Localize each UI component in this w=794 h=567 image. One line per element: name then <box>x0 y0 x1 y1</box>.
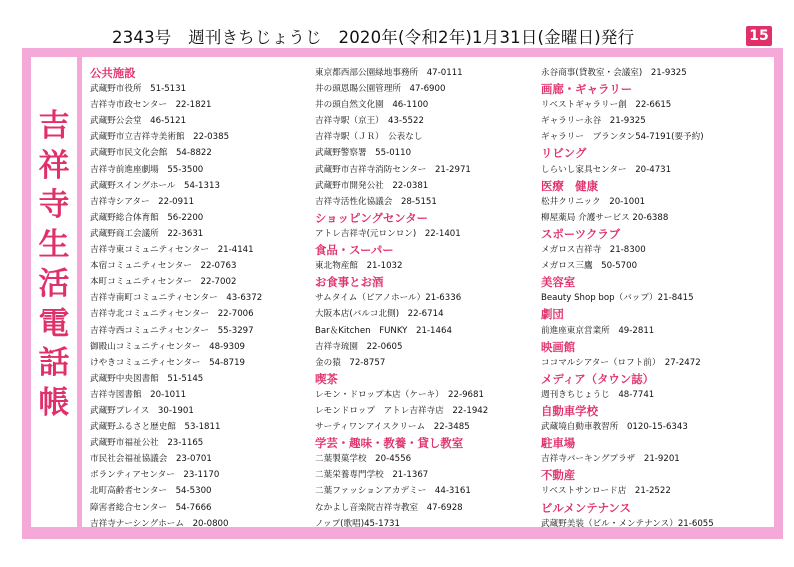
side-title-char: 祥 <box>38 147 70 184</box>
directory-entry: 武蔵野総合体育館 56-2200 <box>90 212 204 223</box>
category-heading: 美容室 <box>541 275 576 290</box>
directory-column-1 <box>90 65 310 532</box>
directory-entry: 東北物産館 21-1032 <box>315 261 403 272</box>
directory-entry: 週刊きちじょうじ 48-7741 <box>541 389 655 400</box>
directory-entry: ギャラリー永谷 21-9325 <box>541 116 646 127</box>
issue-header-text: 2343号 週刊きちじょうじ 2020年(令和2年)1月31日(金曜日)発行 <box>112 28 635 47</box>
side-title-char: 寺 <box>38 187 70 223</box>
directory-entry: 前進座東京営業所 49-2811 <box>541 325 655 336</box>
directory-entry: メガロス三鷹 50-5700 <box>541 261 638 272</box>
category-heading: スポーツクラブ <box>541 226 621 241</box>
directory-entry: 武蔵野スイングホール 54-1313 <box>90 180 220 191</box>
directory-entry: 吉祥寺パーキングプラザ 21-9201 <box>541 454 680 465</box>
directory-entry: 柳屋薬局 介護サービス 20-6388 <box>541 212 669 223</box>
category-heading: 駐車場 <box>541 436 576 451</box>
directory-entry: 吉祥寺ナーシングホーム 20-0800 <box>90 518 229 529</box>
side-title <box>31 107 77 423</box>
category-heading: リビング <box>541 146 587 161</box>
directory-entry: 吉祥寺シアター 22-0911 <box>90 196 195 207</box>
category-heading: 映画館 <box>541 339 576 354</box>
directory-entry: ギャラリー ブランタン54-7191(要予約) <box>541 132 704 143</box>
side-title-char: 生 <box>38 226 70 263</box>
category-heading: 食品・スーパー <box>315 243 394 258</box>
directory-entry: 武蔵野市開発公社 22-0381 <box>315 180 429 191</box>
directory-entry: レモンドロップ アトレ吉祥寺店 22-1942 <box>315 405 489 416</box>
directory-entry: 武蔵野警察署 55-0110 <box>315 148 412 159</box>
page-number-badge: 15 <box>746 26 772 46</box>
category-heading: メディア（タウン誌） <box>541 371 654 386</box>
directory-entry: 吉祥寺駅（京王） 43-5522 <box>315 116 424 127</box>
directory-entry: レモン・ドロップ本店（ケーキ） 22-9681 <box>315 389 484 400</box>
side-title-char: 活 <box>38 266 70 302</box>
side-title-char: 帳 <box>38 384 70 421</box>
directory-entry: 二葉製菓学校 20-4556 <box>315 454 412 465</box>
directory-entry: 二葉栄養専門学校 21-1367 <box>315 470 429 481</box>
category-heading: 画廊・ギャラリー <box>541 82 633 97</box>
category-heading: ショッピングセンター <box>315 210 428 225</box>
directory-entry: ノップ(歌唱)45-1731 <box>315 518 400 529</box>
directory-entry: サーティワンアイスクリーム 22-3485 <box>315 422 470 433</box>
directory-entry: Beauty Shop bop（バップ）21-8415 <box>541 293 694 304</box>
directory-entry: 大阪本店(バルコ北側) 22-6714 <box>315 309 444 320</box>
directory-entry: 武蔵野市吉祥寺消防センター 21-2971 <box>315 164 471 175</box>
directory-entry: 金の猿 72-8757 <box>315 357 386 368</box>
directory-entry: 武蔵野ふるさと歴史館 53-1811 <box>90 422 221 433</box>
directory-entry: サムタイム（ピアノホール）21-6336 <box>315 293 462 304</box>
directory-entry: リベストギャラリー創 22-6615 <box>541 100 672 111</box>
directory-entry: 二葉ファッションアカデミー 44-3161 <box>315 486 471 497</box>
directory-entry: 武蔵野公会堂 46-5121 <box>90 116 187 127</box>
category-heading: 不動産 <box>541 468 576 483</box>
side-title-char: 吉 <box>38 108 70 144</box>
directory-entry: 北町高齢者センター 54-5300 <box>90 486 212 497</box>
directory-entry: けやきコミュニティセンター 54-8719 <box>90 357 246 368</box>
directory-entry: 吉祥寺琉園 22-0605 <box>315 341 403 352</box>
directory-entry: 武蔵境自動車教習所 0120-15-6343 <box>541 422 688 433</box>
category-heading: 自動車学校 <box>541 403 598 418</box>
side-title-char: 電 <box>38 305 70 342</box>
directory-entry: ココマルシアター（ロフト前） 27-2472 <box>541 357 701 368</box>
directory-entry: 武蔵野美装（ビル・メンテナンス）21-6055 <box>541 518 714 529</box>
directory-entry: Bar＆Kitchen FUNKY 21-1464 <box>315 325 452 336</box>
directory-entry: 吉祥寺北コミュニティセンター 22-7006 <box>90 309 254 320</box>
directory-entry: 吉祥寺活性化協議会 28-5151 <box>315 196 437 207</box>
page-header <box>0 24 794 46</box>
directory-entry: 永谷商事(貸教室・会議室) 21-9325 <box>541 68 687 78</box>
category-heading: 喫茶 <box>315 371 338 386</box>
category-heading: お食事とお酒 <box>315 275 384 290</box>
directory-entry: 武蔵野市立吉祥寺美術館 22-0385 <box>90 132 230 143</box>
directory-entry: 武蔵野商工会議所 22-3631 <box>90 228 204 239</box>
directory-entry: 松井クリニック 20-1001 <box>541 196 646 207</box>
directory-entry: 武蔵野中央図書館 51-5145 <box>90 373 204 384</box>
directory-entry: なかよし音楽院吉祥寺教室 47-6928 <box>315 502 463 513</box>
directory-entry: 吉祥寺東コミュニティセンター 21-4141 <box>90 245 254 256</box>
directory-entry: 武蔵野市役所 51-5131 <box>90 84 187 95</box>
category-heading: ビルメンテナンス <box>541 500 631 515</box>
directory-entry: 本町コミュニティセンター 22-7002 <box>90 277 237 288</box>
side-title-box <box>31 57 77 527</box>
directory-entry: 吉祥寺前進座劇場 55-3500 <box>90 164 204 175</box>
directory-entry: 市民社会福祉協議会 23-0701 <box>90 454 212 465</box>
category-heading: 公共施設 <box>90 66 136 80</box>
category-heading: 劇団 <box>541 307 564 322</box>
directory-entry: 井の頭恩賜公園管理所 47-6900 <box>315 84 446 95</box>
directory-panel <box>82 57 774 527</box>
side-title-char: 話 <box>38 345 70 381</box>
directory-entry: メガロス吉祥寺 21-8300 <box>541 245 646 256</box>
category-heading: 学芸・趣味・教養・貸し教室 <box>315 436 464 451</box>
directory-entry: 本宿コミュニティセンター 22-0763 <box>90 261 237 272</box>
directory-entry: 吉祥寺市政センター 22-1821 <box>90 100 212 111</box>
directory-entry: アトレ吉祥寺(元ロンロン) 22-1401 <box>315 228 461 239</box>
directory-column-2 <box>315 65 537 532</box>
directory-entry: 吉祥寺駅（ＪＲ） 公表なし <box>315 132 423 143</box>
directory-entry: 武蔵野市福祉公社 23-1165 <box>90 438 204 449</box>
category-heading: 医療 健康 <box>541 178 598 193</box>
directory-column-3 <box>541 65 771 532</box>
directory-entry: 井の頭自然文化園 46-1100 <box>315 100 429 111</box>
directory-entry: 武蔵野プレイス 30-1901 <box>90 405 194 416</box>
directory-entry: リベストサンロード店 21-2522 <box>541 486 671 497</box>
directory-entry: 東京都西部公園緑地事務所 47-0111 <box>315 68 463 78</box>
directory-entry: 吉祥寺南町コミュニティセンター 43-6372 <box>90 293 263 304</box>
directory-entry: 障害者総合センター 54-7666 <box>90 502 212 513</box>
directory-entry: 武蔵野市民文化会館 54-8822 <box>90 148 212 159</box>
directory-entry: ボランティアセンター 23-1170 <box>90 470 220 481</box>
directory-entry: 御殿山コミュニティセンター 48-9309 <box>90 341 246 352</box>
directory-entry: しらいし家具センター 20-4731 <box>541 164 672 175</box>
directory-entry: 吉祥寺図書館 20-1011 <box>90 389 187 400</box>
directory-entry: 吉祥寺西コミュニティセンター 55-3297 <box>90 325 254 336</box>
